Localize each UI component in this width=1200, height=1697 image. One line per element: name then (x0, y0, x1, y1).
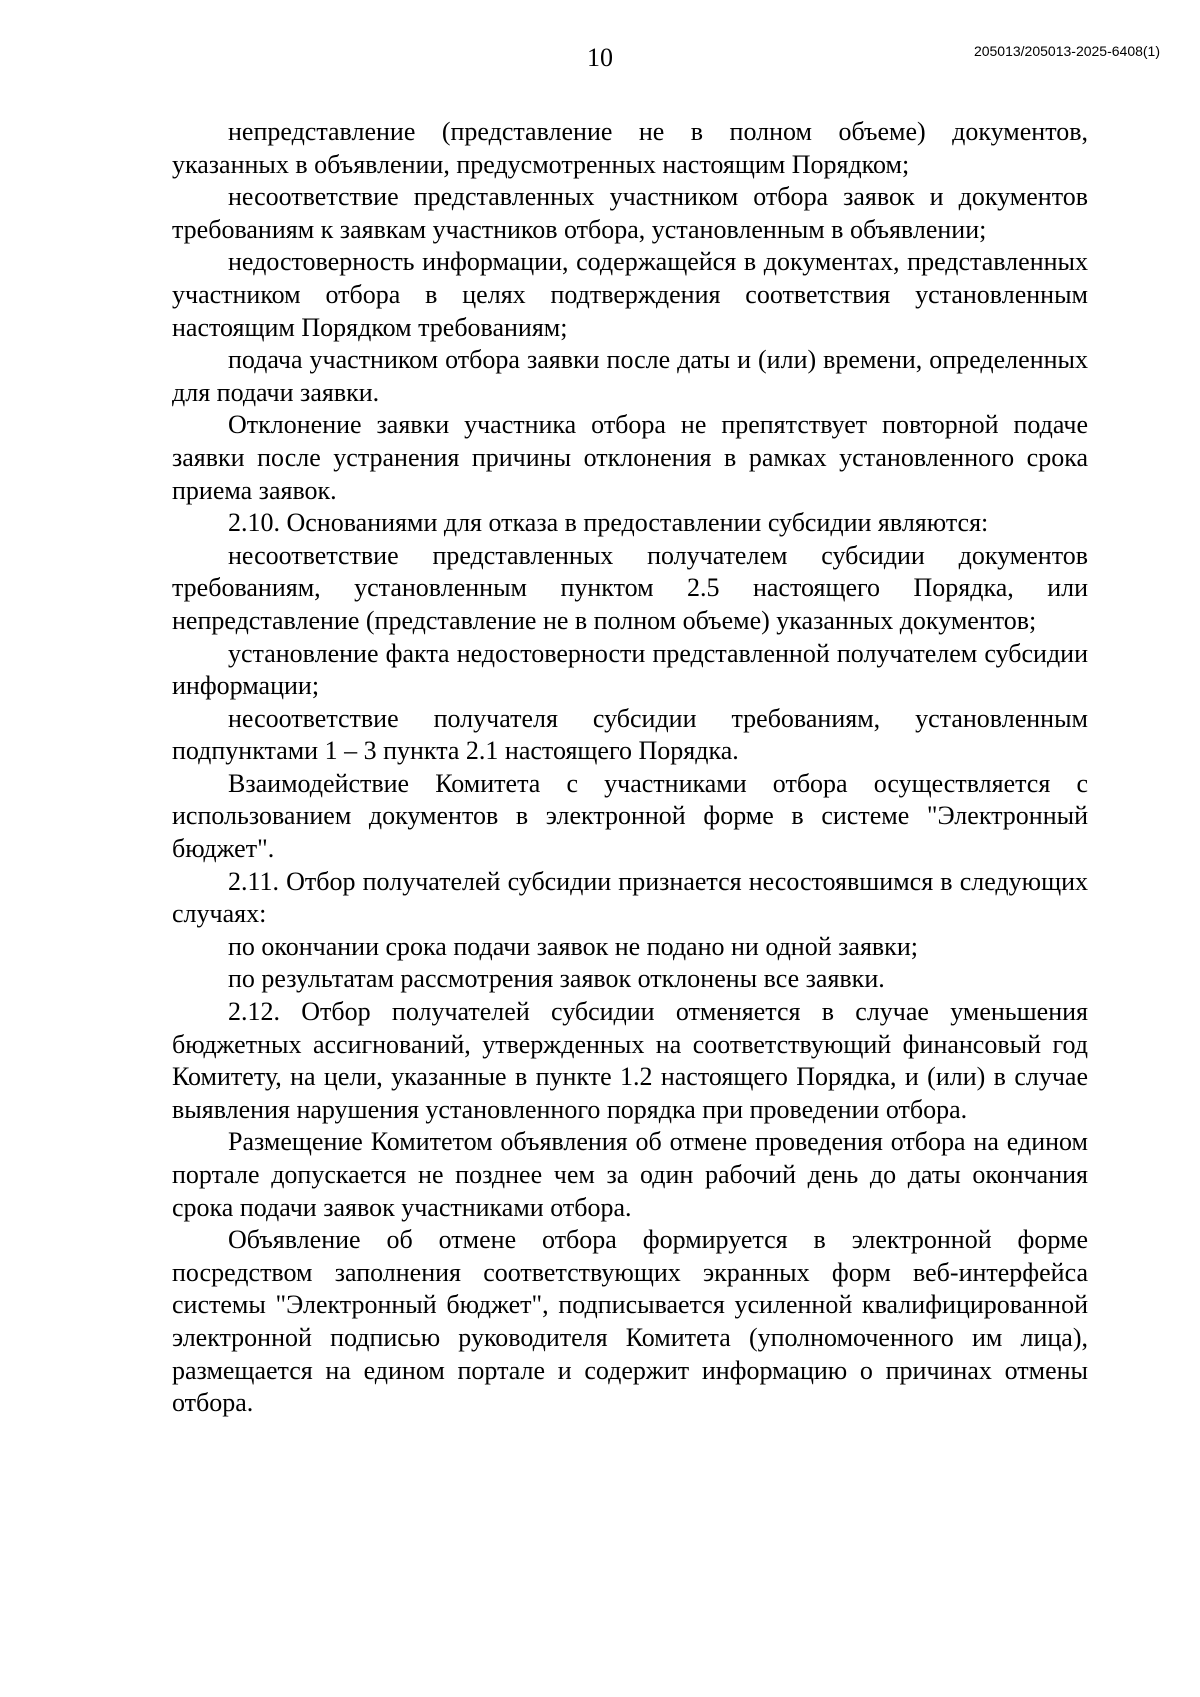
paragraph: Взаимодействие Комитета с участниками отбора осуществляется с использованием документов в электронной форме в системе "Электронный бюджет". (172, 768, 1088, 864)
page-number: 10 (587, 43, 613, 72)
paragraph: непредставление (представление не в полном объеме) документов, указанных в объявлении, предусмотренных настоящим Порядком; (172, 117, 1088, 179)
paragraph: Отклонение заявки участника отбора не препятствует повторной подаче заявки после устранения причины отклонения в рамках установленного срока приема заявок. (172, 410, 1088, 505)
paragraph: установление факта недостоверности представленной получателем субсидии информации; (172, 638, 1088, 701)
paragraph: Объявление об отмене отбора формируется в электронной форме посредством заполнения соответствующих экранных форм веб-интерфейса системы "Электронный бюджет", подписывается усиленной квалифицированной электронной подписью руководителя Комитета (уполномоченного им лица), размещается на едином портале и содержит информацию о причинах отмены отбора. (172, 1225, 1088, 1418)
section-heading-2-11: 2.11. Отбор получателей субсидии признается несостоявшимся в следующих случаях: (172, 866, 1088, 929)
paragraph: по результатам рассмотрения заявок отклонены все заявки. (228, 964, 885, 994)
section-heading-2-12: 2.12. Отбор получателей субсидии отменяется в случае уменьшения бюджетных ассигнований, утвержденных на соответствующий финансовый год Комитету, на цели, указанные в пункте 1.2 настоящего Порядка, и (или) в случае выявления нарушения установленного порядка при проведении отбора. (172, 997, 1088, 1124)
paragraph: подача участником отбора заявки после даты и (или) времени, определенных для подачи заявки. (172, 345, 1088, 407)
paragraph: несоответствие получателя субсидии требованиям, установленным подпунктами 1 – 3 пункта 2.1 настоящего Порядка. (172, 703, 1088, 766)
document-body (172, 116, 1088, 1420)
paragraph: Размещение Комитетом объявления об отмене проведения отбора на едином портале допускается не позднее чем за один рабочий день до даты окончания срока подачи заявок участниками отбора. (172, 1127, 1088, 1222)
paragraph: несоответствие представленных участником отбора заявок и документов требованиям к заявкам участников отбора, установленным в объявлении; (172, 182, 1088, 244)
section-heading-2-10: 2.10. Основаниями для отказа в предоставлении субсидии являются: (228, 508, 989, 538)
document-code: 205013/205013-2025-6408(1) (973, 43, 1160, 59)
paragraph: по окончании срока подачи заявок не подано ни одной заявки; (228, 931, 918, 961)
paragraph: несоответствие представленных получателем субсидии документов требованиям, установленным пунктом 2.5 настоящего Порядка, или непредставление (представление не в полном объеме) указанных документов; (172, 540, 1088, 635)
paragraph: недостоверность информации, содержащейся в документах, представленных участником отбора в целях подтверждения соответствия установленным настоящим Порядком требованиям; (172, 247, 1088, 342)
